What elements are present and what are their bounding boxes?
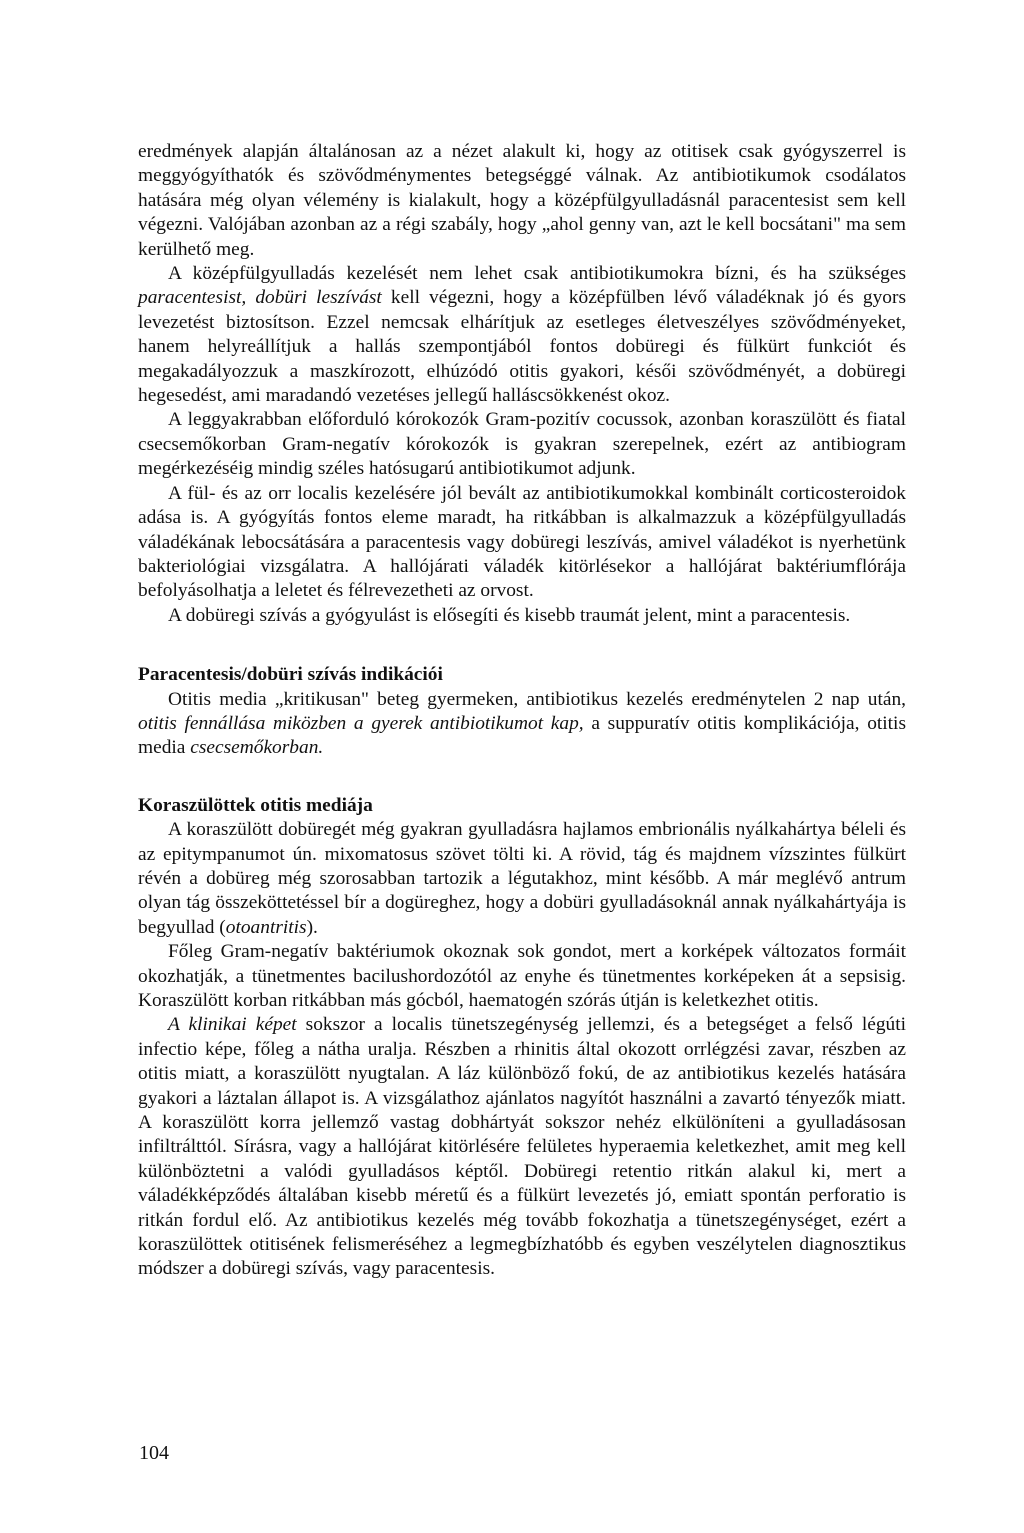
- indications-paragraph: [138, 688, 906, 761]
- intro-paragraph-1: eredmények alapján általánosan az a nézet alakult ki, hogy az otitisek csak gyógyszerrel is meggyógyíthatók és szövődménymentes betegséggé válnak. Az antibiotikumok csodálatos hatására még olyan vélemény is kialakult, hogy a középfülgyulladásnál paracentesist sem kell végezni. Valójában azonban az a régi szabály, hogy „ahol genny van, azt le kell bocsátani" ma sem kerülhető meg.: [138, 141, 906, 260]
- emphasis-text: otitis fennállása miközben a gyerek antibiotikumot kap,: [138, 712, 584, 734]
- section-heading-indications: Paracentesis/dobüri szívás indikációi: [138, 664, 443, 686]
- text-run: Otitis media „kritikusan" beteg gyermeken, antibiotikus kezelés eredménytelen 2 nap után,: [168, 688, 906, 710]
- premature-paragraph-1: [138, 818, 906, 940]
- premature-paragraph-3: [138, 1013, 906, 1281]
- spacer: [138, 628, 906, 663]
- text-run: kell végezni, hogy a középfülben lévő váladéknak jó és gyors levezetést biztosítson. Ezzel nemcsak elhárítjuk az esetleges életveszélyes szövődményeket, hanem helyreállítjuk a hallás szempontjából fontos dobüregi és fülkürt funkciót és megakadályozzuk a maszkírozott, elhúzódó otitis gyakori, késői szövődményét, a dobüregi hegesedést, ami maradandó vezetéses jellegű halláscsökkenést okoz.: [138, 287, 906, 407]
- intro-paragraph-4: A fül- és az orr localis kezelésére jól bevált az antibiotikumokkal kombinált corticosteroidok adása is. A gyógyítás fontos eleme maradt, ha ritkábban is alkalmazzuk a középfülgyulladás váladékának lebocsátására a paracentesis vagy dobüregi leszívás, amivel váladékot is nyerhetünk bakteriológiai vizsgálatra. A hallójárati váladék kitörlésekor a hallójárat baktériumflórája befolyásolhatja a leletet és félrevezetheti az orvost.: [138, 482, 906, 602]
- emphasis-text: A klinikai képet: [168, 1014, 297, 1036]
- intro-paragraph-3: A leggyakrabban előforduló kórokozók Gram-pozitív cocussok, azonban koraszülött és fiatal csecsemőkorban Gram-negatív kórokozók is gyakran szerepelnek, ezért az antibiogram megérkezéséig mindig széles hatósugarú antibiotikumot adjunk.: [138, 409, 906, 480]
- spacer: [138, 761, 906, 794]
- text-run: ).: [306, 916, 318, 938]
- text-run: a suppuratív otitis komplikációja, otitis media: [138, 712, 906, 759]
- text-run: sokszor a localis tünetszegénység jellemzi, és a betegséget a felső légúti infectio képe, főleg a nátha uralja. Részben a rhinitis által okozott orrlégzési zavar, részben az otitis miatt, a koraszülött nyugtalan. A láz különböző fokú, de az antibiotikus kezelés hatására gyakori a láztalan állapot is. A vizsgálathoz ajánlatos nagyítót használni a zavartó tényezők miatt. A koraszülött korra jellemző vastag dobhártyát sokszor nehéz elkülöníteni a gyulladásosan infiltrálttól. Sírásra, vagy a hallójárat kitörlésére felületes hyperaemia keletkezhet, amit meg kell különböztetni a valódi gyulladásos képtől. Dobüregi retentio ritkán alakul ki, mert a váladékképződés általában kisebb méretű és a fülkürt levezetés jó, emiatt spontán perforatio is ritkán fordul elő. Az antibiotikus kezelés még tovább fokozhatja a tünetszegénységet, ezért a koraszülöttek otitisének felismeréséhez a legmegbízhatóbb és egyben veszélytelen diagnosztikus módszer a dobüregi szívás, vagy paracentesis.: [138, 1014, 906, 1280]
- intro-paragraph-5: A dobüregi szívás a gyógyulást is elősegíti és kisebb traumát jelent, mint a paracentesis.: [168, 604, 851, 626]
- text-run: A középfülgyulladás kezelését nem lehet csak antibiotikumokra bízni, és ha szükséges: [168, 263, 906, 285]
- intro-paragraph-2: [138, 262, 906, 408]
- emphasis-text: csecsemőkorban.: [190, 737, 324, 759]
- premature-paragraph-2: Főleg Gram-negatív baktériumok okoznak sok gondot, mert a korképek változatos formáit okozhatják, a tünetmentes bacilushordozótól az enyhe és tünetmentes korképeken át a sepsisig. Koraszülött korban ritkábban más gócból, haematogén szórás útján is keletkezhet otitis.: [138, 941, 906, 1011]
- text-run: A koraszülött dobüregét még gyakran gyulladásra hajlamos embrionális nyálkahártya béleli és az epitympanumot ún. mixomatosus szövet tölti ki. A rövid, tág és majdnem vízszintes fülkürt révén a dobüreg még szorosabban tartozik a légutakhoz, mint később. A már meglévő antrum olyan tág összeköttetéssel bír a dogüreghez, hogy a dobüri gyulladásoknál annak nyálkahártyája is begyullad (: [138, 819, 906, 938]
- emphasis-text: otoantritis: [225, 916, 307, 938]
- section-heading-premature: Koraszülöttek otitis mediája: [138, 794, 373, 816]
- page-body: [138, 140, 906, 1282]
- page-number: 104: [139, 1442, 169, 1464]
- emphasis-text: paracentesist, dobüri leszívást: [138, 287, 382, 309]
